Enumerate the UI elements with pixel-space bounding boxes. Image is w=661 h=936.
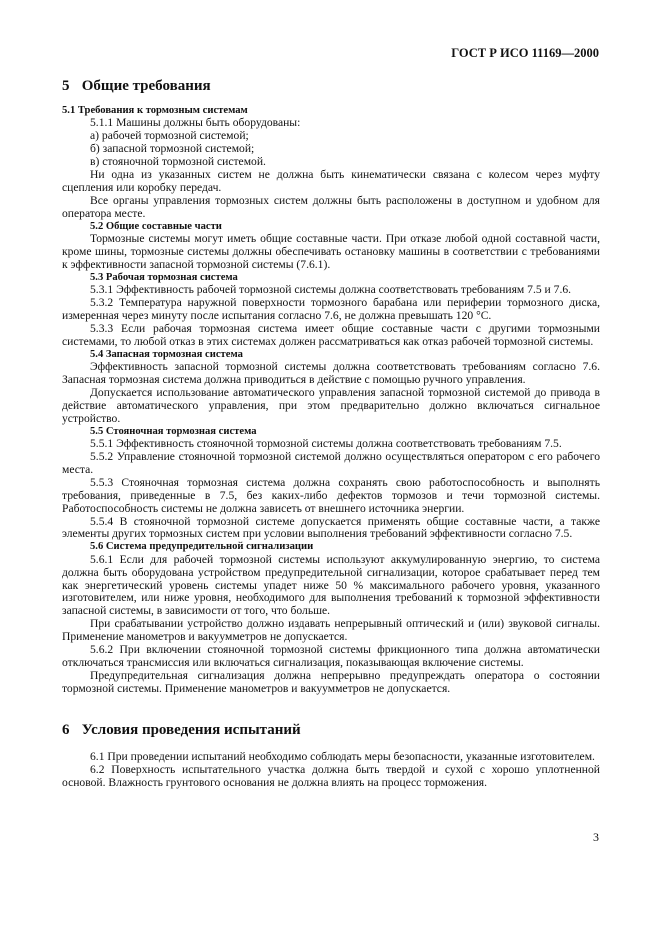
subsection-5-6-title: 5.6 Система предупредительной сигнализации [90,541,314,553]
paragraph-5-3-2: 5.3.2 Температура наружной поверхности тормозного барабана или периферии тормозного диска, измеренная через минуту после испытания согласно 7.6, не должна превышать 120 °С. [62,296,600,322]
page-content [62,78,600,789]
subsection-5-2-title: 5.2 Общие составные части [90,220,222,232]
paragraph-5-3-1: 5.3.1 Эффективность рабочей тормозной системы должна соответствовать требованиям 7.5 и 7.6. [90,283,572,297]
subsection-5-1-title: 5.1 Требования к тормозным системам [62,105,248,116]
paragraph-5-6-signal: При срабатывании устройство должно издавать непрерывный оптический и (или) звуковой сигналы. Применение манометров и вакуумметров не допускается. [62,617,600,644]
section-6-title-text: Условия проведения испытаний [81,721,301,738]
section-5-title [62,78,600,95]
section-6-number: 6 [62,721,70,738]
paragraph-5-2: Тормозные системы могут иметь общие составные части. При отказе любой одной составной части, кроме шины, тормозные системы должны обеспечивать остановку машины в соответствии с требованиями к эффективности запасной тормозной системы (7.6.1). [62,232,600,271]
paragraph-5-4-a: Эффективность запасной тормозной системы должна соответствовать требованиям согласно 7.6. Запасная тормозная система должна приводиться в действие с помощью ручного управления. [62,360,600,387]
paragraph-5-1-1: 5.1.1 Машины должны быть оборудованы: [90,116,301,130]
subsection-5-5-title: 5.5 Стояночная тормозная система [90,425,257,437]
paragraph-5-5-2: 5.5.2 Управление стояночной тормозной системой должно осуществляться оператором с его рабочего места. [62,449,600,476]
paragraph-5-1-controls: Все органы управления тормозных систем должны быть расположены в доступном и удобном для оператора месте. [62,193,600,220]
list-item-b: б) запасной тормозной системой; [90,142,255,156]
page-number: 3 [593,830,599,844]
subsection-5-3-title: 5.3 Рабочая тормозная система [90,271,238,283]
list-item-a: а) рабочей тормозной системой; [90,129,249,143]
subsection-5-4-title: 5.4 Запасная тормозная система [90,348,243,360]
section-5-title-text: Общие требования [81,78,211,94]
standard-header: ГОСТ Р ИСО 11169—2000 [451,46,599,60]
paragraph-6-1: 6.1 При проведении испытаний необходимо соблюдать меры безопасности, указанные изготовителем. [90,749,595,763]
paragraph-5-1-note: Ни одна из указанных систем не должна быть кинематически связана с колесом через муфту сцепления или коробку передач. [62,168,600,194]
list-item-c: в) стояночной тормозной системой. [90,155,266,169]
paragraph-5-6-1: 5.6.1 Если для рабочей тормозной системы используют аккумулированную энергию, то система должна быть оборудована устройством предупредительной сигнализации, которое срабатывает перед тем как энергетический уровень системы упадет ниже 50 % максимального рабочего уровня, указанного изготовителем, или ниже уровня, необходимого для выполнения требований к тормозной эффективности запасной системы, в зависимости от того, что больше. [62,552,600,618]
paragraph-5-5-1: 5.5.1 Эффективность стояночной тормозной системы должна соответствовать требованиям 7.5. [90,437,562,451]
section-5-number: 5 [62,78,70,94]
paragraph-5-5-4: 5.5.4 В стояночной тормозной системе допускается применять общие составные части, а также элементы других тормозных систем при условии выполнения требований эффективности согласно 7.5. [62,514,600,541]
paragraph-5-6-warning: Предупредительная сигнализация должна непрерывно предупреждать оператора о состоянии тормозной системы. Применение манометров и вакуумметров не допускается. [62,668,600,695]
paragraph-5-3-3: 5.3.3 Если рабочая тормозная система имеет общие составные части с другими тормозными системами, то любой отказ в этих системах должен рассматриваться как отказ рабочей тормозной системы. [62,321,600,348]
section-6-title [62,722,600,739]
paragraph-6-2: 6.2 Поверхность испытательного участка должна быть твердой и сухой с хорошо уплотненной основой. Влажность грунтового основания не должна влиять на процесс торможения. [62,762,600,789]
paragraph-5-4-b: Допускается использование автоматического управления запасной тормозной системой до привода в действие автоматического управления, при этом предварительно должно включаться сигнальное устройство. [62,385,600,425]
paragraph-5-5-3: 5.5.3 Стояночная тормозная система должна сохранять свою работоспособность и выполнять требования, приведенные в 7.5, без каких-либо дефектов тормозов и течи тормозной системы. Работоспособность системы не должна зависеть от внешнего источника энергии. [62,475,600,515]
paragraph-5-6-2: 5.6.2 При включении стояночной тормозной системы фрикционного типа должна автоматически отключаться трансмиссия или включаться сигнализация, показывающая включение системы. [62,643,600,669]
